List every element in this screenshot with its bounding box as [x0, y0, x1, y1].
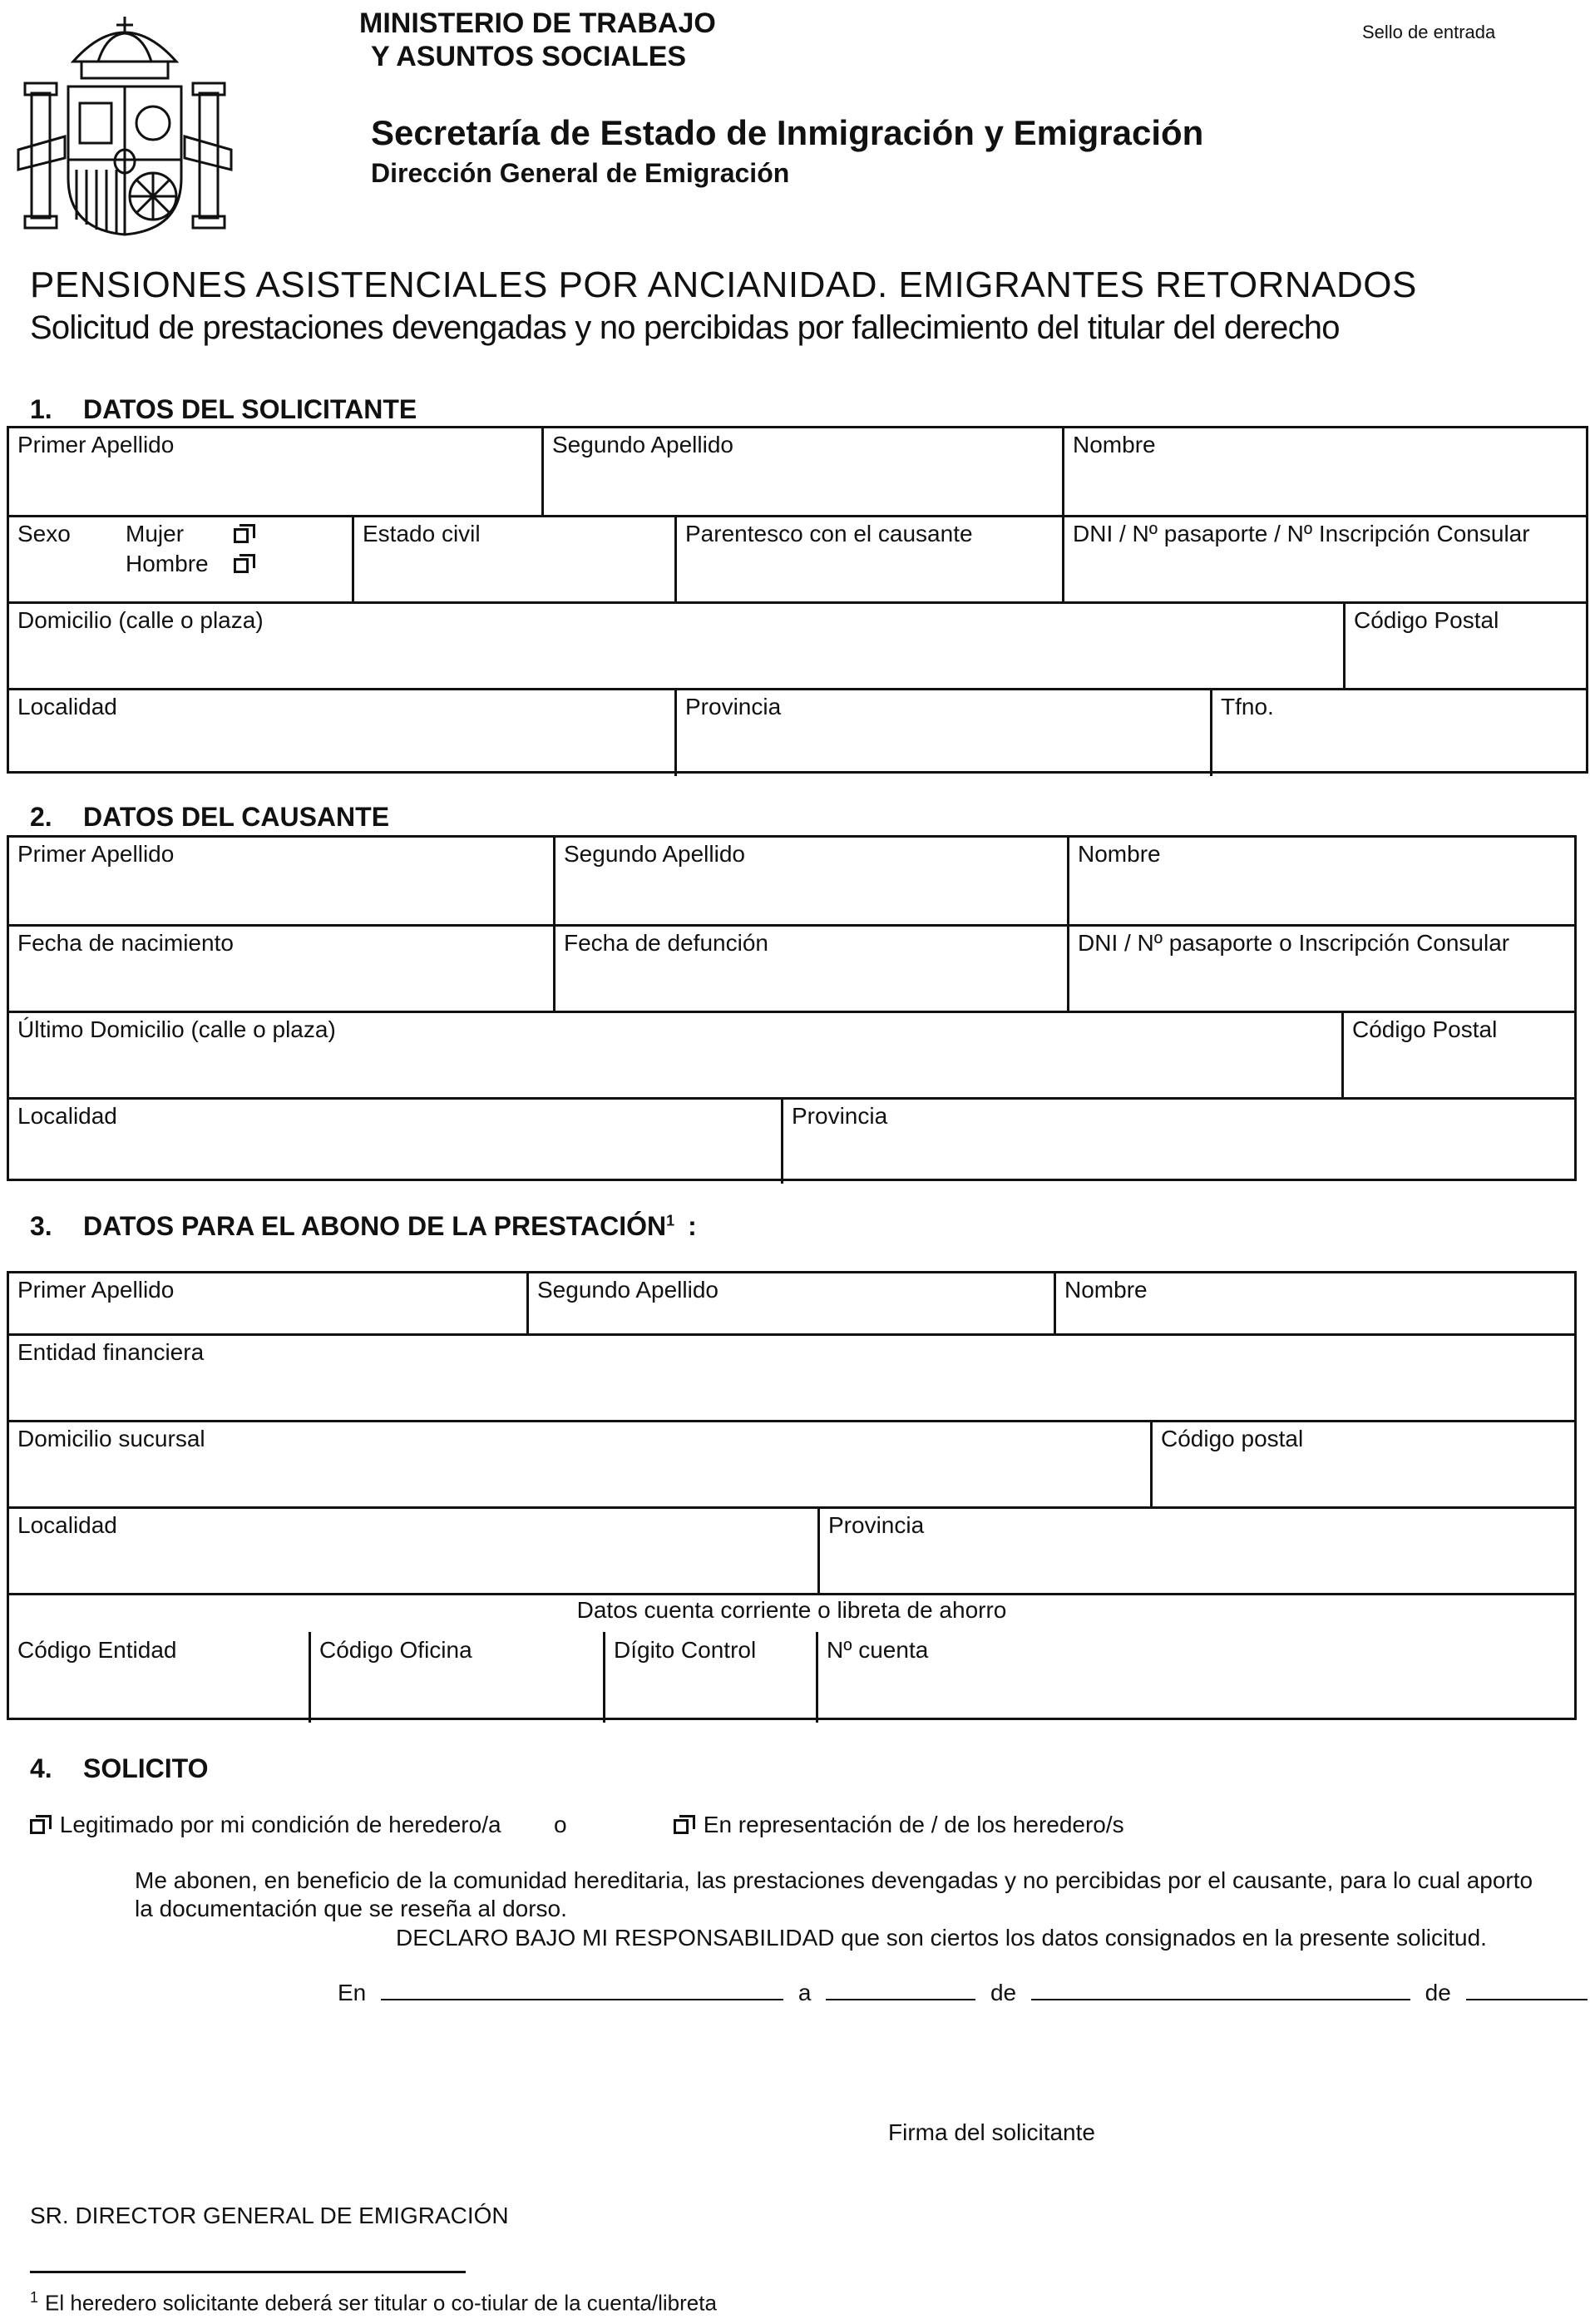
de2-label: de	[1425, 1980, 1451, 2005]
lugar-fecha-line	[338, 1980, 1588, 2006]
field-label: Último Domicilio (calle o plaza)	[17, 1016, 336, 1042]
abono-segundo-apellido-field[interactable]	[526, 1273, 1054, 1333]
causante-segundo-apellido-field[interactable]	[553, 838, 1067, 924]
field-label: Estado civil	[363, 521, 481, 546]
form-row	[9, 515, 1586, 604]
abono-codigo-postal-field[interactable]	[1150, 1422, 1574, 1509]
field-label: Provincia	[828, 1512, 925, 1538]
page-title: PENSIONES ASISTENCIALES POR ANCIANIDAD. EMIGRANTES RETORNADOS	[30, 265, 1417, 305]
entidad-financiera-field[interactable]	[9, 1336, 1574, 1422]
field-label: Localidad	[17, 694, 117, 719]
field-label: Fecha de defunción	[564, 930, 768, 956]
direccion-heading: Dirección General de Emigración	[371, 158, 790, 188]
solicito-paragraph: Me abonen, en beneficio de la comunidad hereditaria, las prestaciones devengadas y no percibidas por el causante, para lo cual aporto la documentación que se reseña al dorso.	[135, 1867, 1533, 1921]
footnote-divider	[30, 2271, 466, 2273]
domicilio-sucursal-field[interactable]	[9, 1422, 1150, 1509]
field-label: Tfno.	[1221, 694, 1274, 719]
field-label: Primer Apellido	[17, 432, 175, 457]
field-label: Código Postal	[1354, 607, 1499, 633]
dia-input[interactable]	[826, 1982, 975, 2000]
heredero-checkbox[interactable]	[30, 1819, 45, 1834]
field-label: Primer Apellido	[17, 1277, 175, 1303]
digito-control-field[interactable]	[603, 1632, 816, 1723]
option-heredero[interactable]	[30, 1812, 501, 1838]
section1-title: DATOS DEL SOLICITANTE	[83, 394, 417, 424]
solicitante-form	[7, 426, 1588, 774]
hombre-label: Hombre	[126, 551, 209, 576]
abono-form	[7, 1271, 1577, 1720]
field-label: Segundo Apellido	[564, 841, 745, 867]
ultimo-domicilio-field[interactable]	[9, 1013, 1341, 1100]
representacion-label: En representación de / de los heredero/s	[703, 1812, 1124, 1837]
ministry-name	[359, 7, 716, 73]
fecha-nacimiento-field[interactable]	[9, 927, 553, 1013]
field-label: Sexo	[17, 521, 71, 546]
abono-nombre-field[interactable]	[1054, 1273, 1574, 1333]
sello-de-entrada: Sello de entrada	[1362, 22, 1496, 42]
mujer-checkbox[interactable]	[234, 528, 249, 543]
sexo-field	[9, 517, 352, 604]
causante-localidad-field[interactable]	[9, 1100, 781, 1184]
a-label: a	[797, 1980, 812, 2005]
field-label: Fecha de nacimiento	[17, 930, 234, 956]
abono-provincia-field[interactable]	[817, 1509, 1574, 1595]
numero-cuenta-field[interactable]	[816, 1632, 1574, 1723]
form-row	[9, 1273, 1574, 1333]
field-label: Entidad financiera	[17, 1339, 205, 1365]
section2-number: 2.	[30, 802, 52, 832]
dni-field[interactable]	[1062, 517, 1586, 604]
domicilio-field[interactable]	[9, 604, 1343, 690]
section1-number: 1.	[30, 394, 52, 424]
codigo-entidad-field[interactable]	[9, 1595, 309, 1723]
field-label: Código Postal	[1352, 1016, 1498, 1042]
section4-number: 4.	[30, 1753, 52, 1783]
field-label: Domicilio sucursal	[17, 1426, 205, 1451]
telefono-field[interactable]	[1210, 690, 1586, 776]
field-label: DNI / Nº pasaporte / Nº Inscripción Consular	[1073, 521, 1530, 546]
field-label: Parentesco con el causante	[685, 521, 973, 546]
form-row	[9, 688, 1586, 776]
form-row	[9, 428, 1586, 515]
form-row	[9, 1097, 1574, 1184]
section3-title: DATOS PARA EL ABONO DE LA PRESTACIÓN	[83, 1211, 667, 1241]
segundo-apellido-field[interactable]	[541, 428, 1062, 515]
de1-label: de	[990, 1980, 1017, 2005]
codigo-postal-field[interactable]	[1343, 604, 1586, 690]
or-text: o	[554, 1812, 567, 1837]
footnote-text: El heredero solicitante deberá ser titular o co-tiular de la cuenta/libreta	[45, 2290, 717, 2316]
datos-cuenta-label: Datos cuenta corriente o libreta de ahorro	[576, 1597, 1007, 1623]
lugar-input[interactable]	[381, 1982, 783, 2000]
section3-colon: :	[688, 1211, 697, 1241]
section2-heading	[30, 802, 389, 833]
field-label: Localidad	[17, 1103, 117, 1129]
page-subtitle: Solicitud de prestaciones devengadas y no percibidas por fallecimiento del titular del derecho	[30, 309, 1340, 346]
causante-dni-field[interactable]	[1067, 927, 1574, 1013]
firma-solicitante: Firma del solicitante	[888, 2119, 1095, 2145]
field-label: Provincia	[792, 1103, 888, 1129]
field-label: Código postal	[1161, 1426, 1304, 1451]
section4-title: SOLICITO	[83, 1753, 209, 1783]
mes-input[interactable]	[1031, 1982, 1410, 2000]
section3-heading	[30, 1211, 697, 1242]
field-label: Localidad	[17, 1512, 117, 1538]
field-label: Primer Apellido	[17, 841, 175, 867]
ministry-line1: MINISTERIO DE TRABAJO	[359, 7, 716, 39]
anio-input[interactable]	[1466, 1982, 1588, 2000]
nombre-field[interactable]	[1062, 428, 1586, 515]
form-row	[9, 1506, 1574, 1595]
mujer-label: Mujer	[126, 521, 185, 546]
form-row	[9, 601, 1586, 690]
sexo-option-hombre[interactable]	[126, 551, 249, 577]
footnote-number: 1	[30, 2289, 39, 2306]
field-label: Código Entidad	[17, 1637, 177, 1663]
en-label: En	[338, 1980, 367, 2005]
heredero-label: Legitimado por mi condición de heredero/a	[59, 1812, 501, 1837]
field-label: Nº cuenta	[827, 1637, 929, 1663]
field-label: Segundo Apellido	[552, 432, 733, 457]
fecha-defuncion-field[interactable]	[553, 927, 1067, 1013]
footnote	[30, 2289, 717, 2317]
section2-title: DATOS DEL CAUSANTE	[83, 802, 390, 832]
causante-form	[7, 835, 1577, 1181]
representacion-checkbox[interactable]	[674, 1819, 689, 1834]
codigo-oficina-field[interactable]	[309, 1632, 603, 1723]
causante-primer-apellido-field[interactable]	[9, 838, 553, 924]
hombre-checkbox[interactable]	[234, 558, 249, 573]
field-label: Nombre	[1078, 841, 1161, 867]
causante-provincia-field[interactable]	[781, 1100, 1574, 1184]
provincia-field[interactable]	[674, 690, 1210, 776]
declaro-text: DECLARO BAJO MI RESPONSABILIDAD que son ciertos los datos consignados en la presente solicitud.	[396, 1925, 1487, 1951]
causante-codigo-postal-field[interactable]	[1341, 1013, 1574, 1100]
form-row	[9, 924, 1574, 1013]
option-representacion[interactable]	[674, 1812, 1124, 1838]
form-row	[9, 1333, 1574, 1422]
abono-primer-apellido-field[interactable]	[9, 1273, 526, 1333]
abono-localidad-field[interactable]	[9, 1509, 817, 1595]
form-row	[9, 1420, 1574, 1509]
section4-heading	[30, 1753, 209, 1784]
estado-civil-field[interactable]	[352, 517, 674, 604]
sexo-option-mujer[interactable]	[126, 521, 249, 547]
field-label: Nombre	[1064, 1277, 1148, 1303]
field-label: Domicilio (calle o plaza)	[17, 607, 264, 633]
parentesco-field[interactable]	[674, 517, 1062, 604]
secretaria-heading: Secretaría de Estado de Inmigración y Emigración	[371, 113, 1204, 152]
causante-nombre-field[interactable]	[1067, 838, 1574, 924]
field-label: DNI / Nº pasaporte o Inscripción Consular	[1078, 930, 1510, 956]
form-row	[9, 1593, 1574, 1723]
form-row	[9, 1011, 1574, 1100]
field-label: Nombre	[1073, 432, 1156, 457]
section3-number: 3.	[30, 1211, 52, 1241]
primer-apellido-field[interactable]	[9, 428, 541, 515]
ministry-line2: Y ASUNTOS SOCIALES	[371, 41, 687, 72]
section1-heading	[30, 394, 417, 425]
form-row	[9, 838, 1574, 924]
addressee: SR. DIRECTOR GENERAL DE EMIGRACIÓN	[30, 2203, 509, 2228]
coat-of-arms-emblem	[15, 12, 235, 241]
footnote-ref: 1	[666, 1212, 675, 1229]
field-label: Código Oficina	[319, 1637, 472, 1663]
field-label: Segundo Apellido	[537, 1277, 718, 1303]
field-label: Provincia	[685, 694, 782, 719]
localidad-field[interactable]	[9, 690, 674, 776]
field-label: Dígito Control	[614, 1637, 757, 1663]
